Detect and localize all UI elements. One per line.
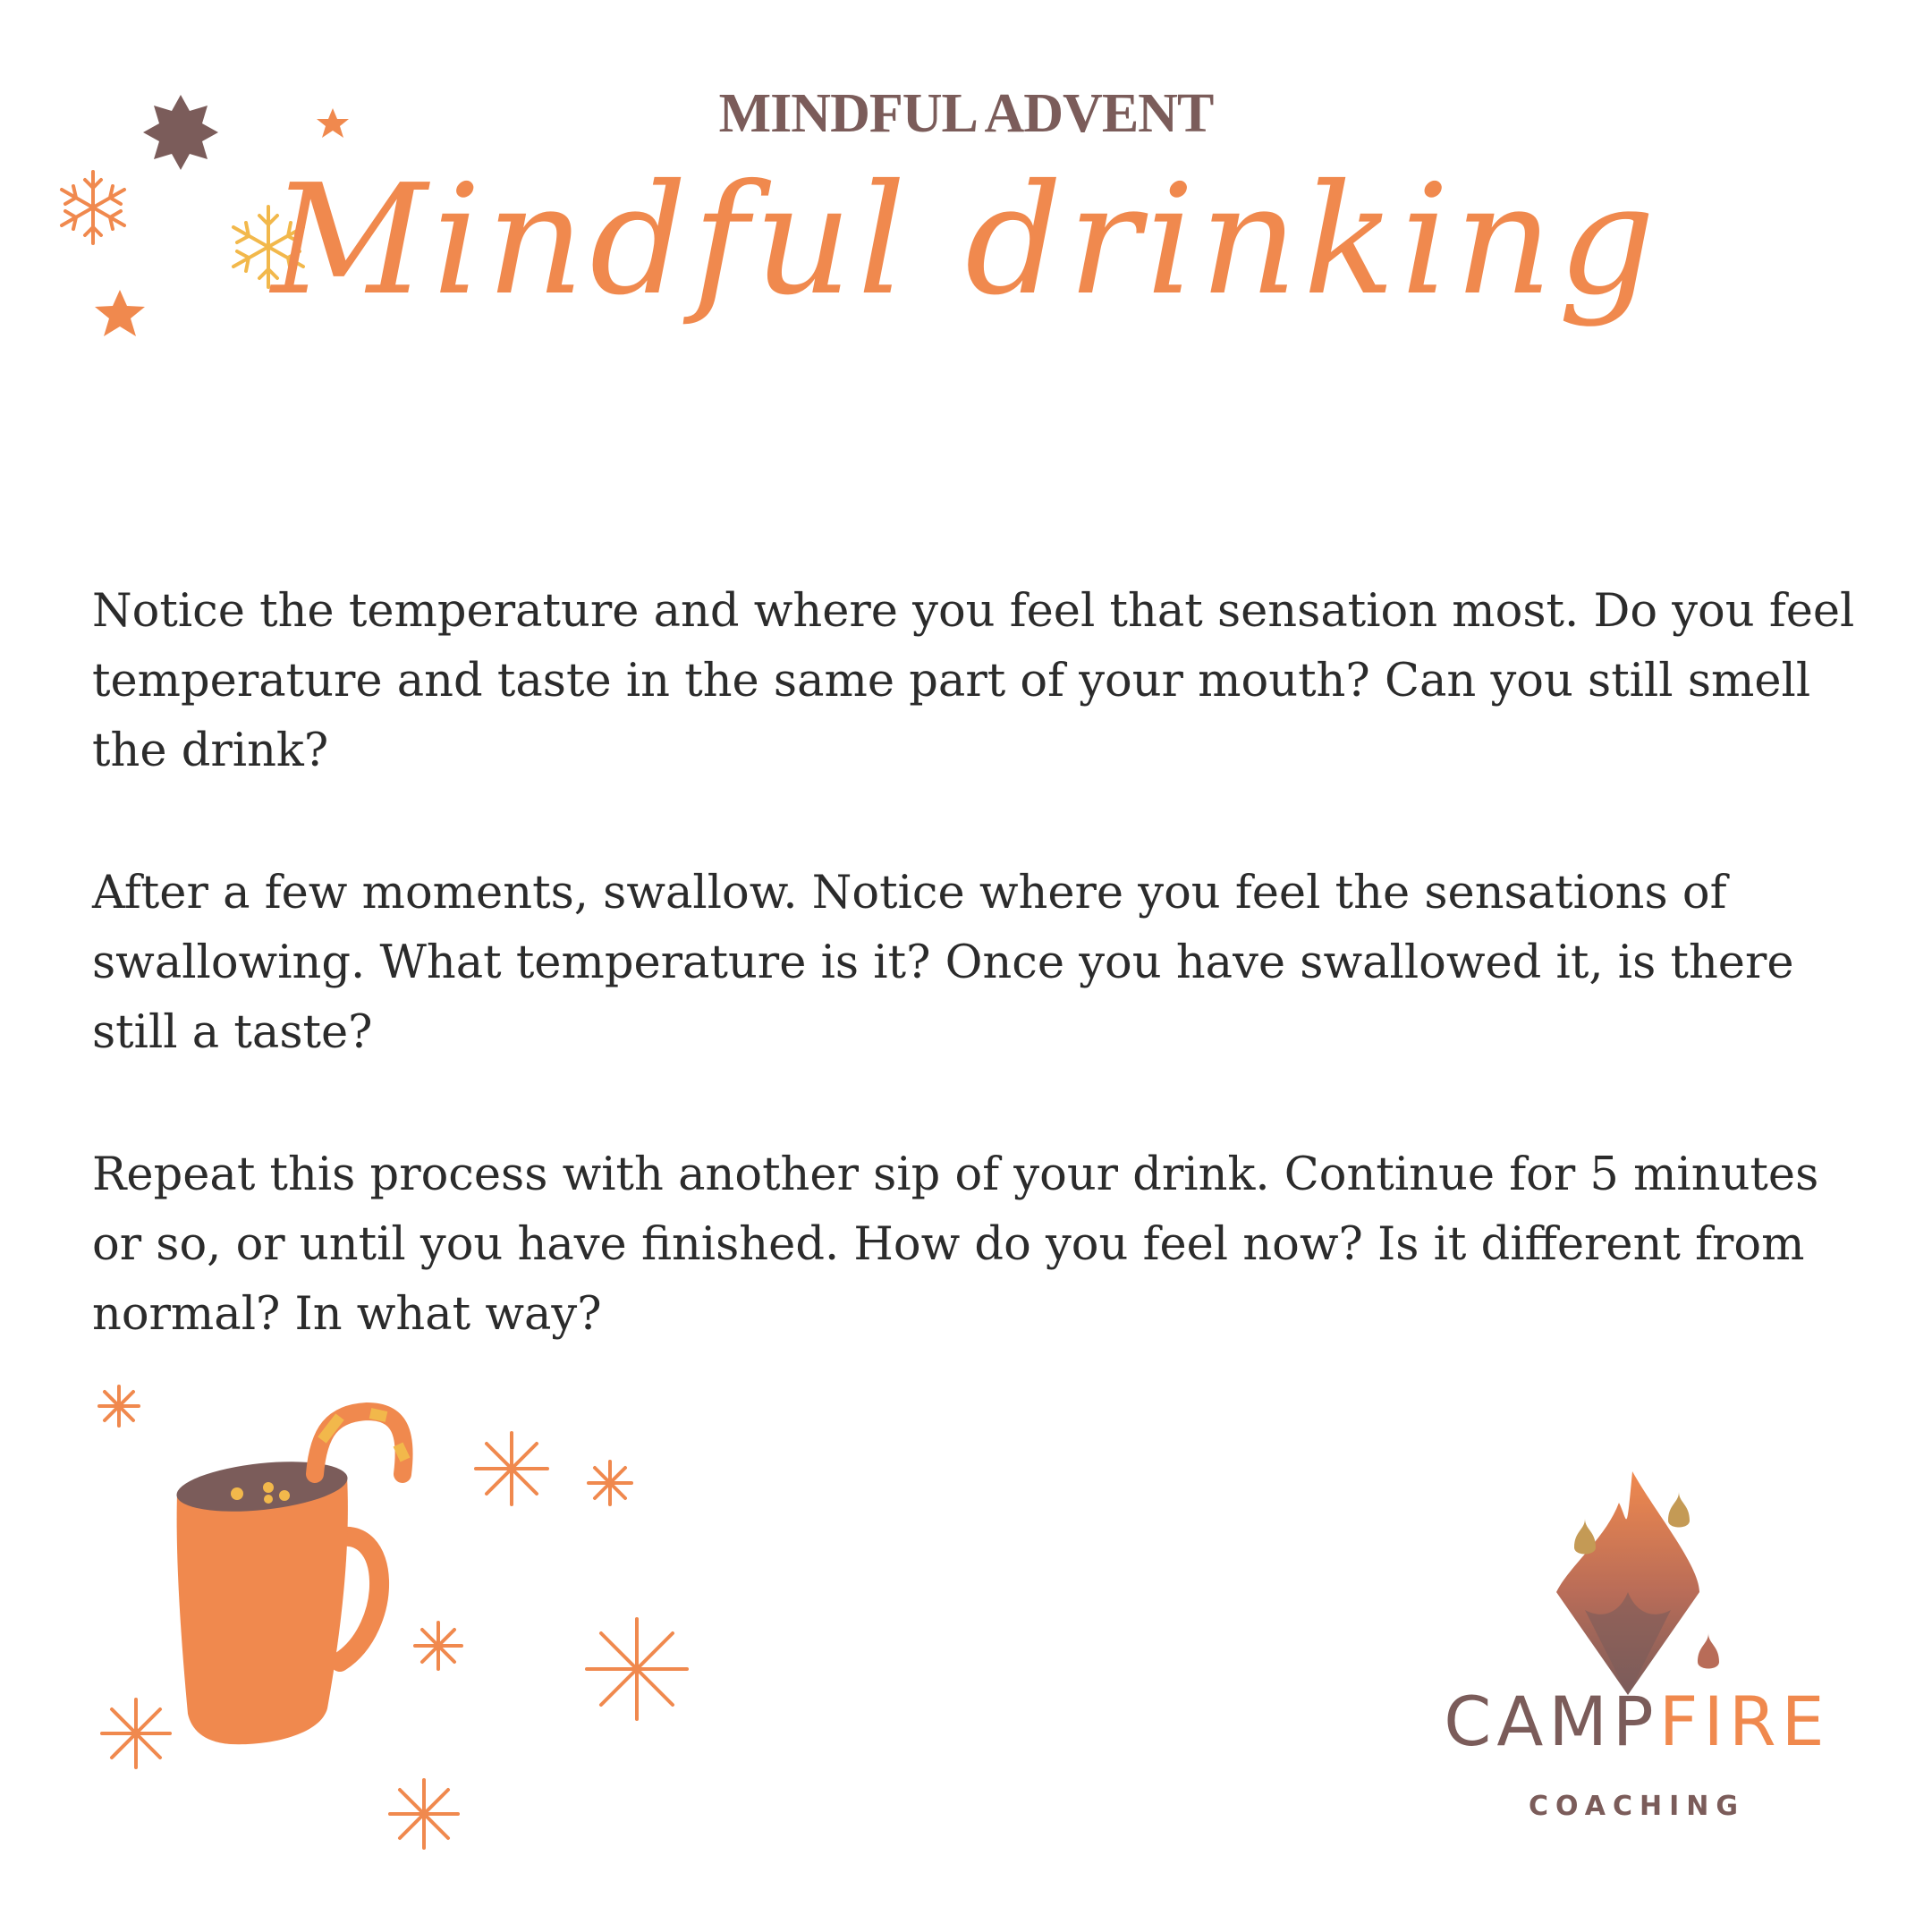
page-title: Mindful drinking xyxy=(271,152,1661,329)
decor-bottom-left xyxy=(0,1360,733,1860)
sparkle-icon xyxy=(476,1433,547,1504)
sparkle-icon xyxy=(102,1699,170,1767)
sparkle-icon xyxy=(99,1386,139,1426)
paragraph-3: Repeat this process with another sip of your drink. Continue for 5 minutes or so, or until you have finished. How do you feel now? Is it different from normal? In what way? xyxy=(92,1148,1819,1341)
sparkle-icon xyxy=(589,1462,631,1504)
mug-with-candy-cane-icon xyxy=(174,1411,405,1744)
paragraph-2: After a few moments, swallow. Notice where you feel the sensations of swallowing. What temperature is it? Once you have swallowed it, is there still a taste? xyxy=(92,867,1794,1059)
logo-wordmark xyxy=(1431,1682,1843,1761)
header-kicker: MINDFUL ADVENT xyxy=(718,83,1214,144)
logo-word-camp: CAMP xyxy=(1444,1682,1659,1761)
paragraph-1: Notice the temperature and where you feel that sensation most. Do you feel temperature and taste in the same part of your mouth? Can you still smell the drink? xyxy=(92,585,1855,777)
sparkle-icon xyxy=(587,1619,687,1719)
logo-subtitle: COACHING xyxy=(1529,1791,1745,1822)
campfire-flame-icon xyxy=(1521,1467,1735,1699)
sparkle-icon xyxy=(415,1623,462,1669)
sparkle-icon xyxy=(390,1780,458,1848)
logo-word-fire: FIRE xyxy=(1658,1682,1830,1761)
